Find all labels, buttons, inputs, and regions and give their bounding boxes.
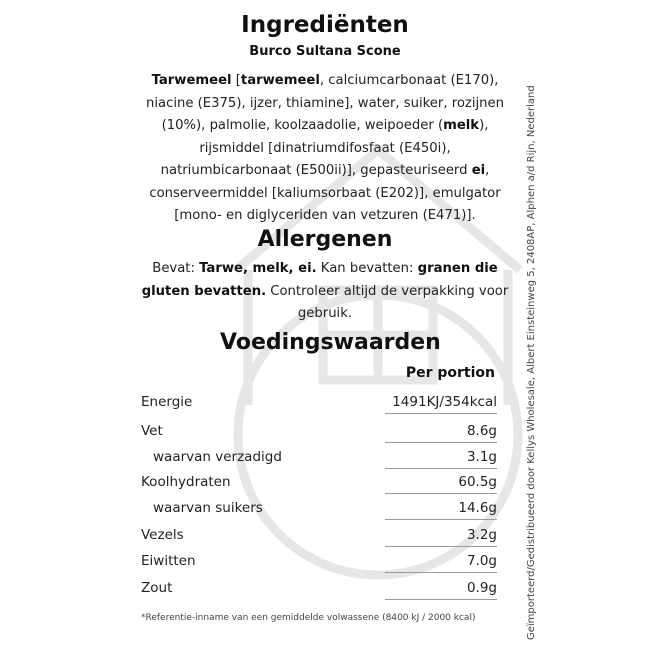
row-divider: [385, 546, 497, 547]
nutrition-value: 7.0g: [466, 553, 497, 569]
row-divider: [385, 599, 497, 600]
nutrition-value: 1491KJ/354kcal: [392, 394, 497, 410]
nutrition-row: [141, 423, 497, 445]
ingredients-segment: melk: [443, 118, 480, 133]
allergens-segment: granen die gluten bevatten.: [141, 261, 498, 299]
nutrition-label: Zout: [141, 580, 173, 596]
nutrition-value: 14.6g: [458, 500, 497, 516]
ingredients-segment: Tarwemeel: [151, 73, 232, 88]
allergens-text: [140, 258, 510, 326]
nutrition-label: Energie: [141, 394, 193, 410]
nutrition-label: Koolhydraten: [141, 474, 231, 490]
nutrition-value: 3.1g: [466, 449, 497, 465]
product-name: Burco Sultana Scone: [249, 44, 401, 59]
nutrition-value: 0.9g: [466, 580, 497, 596]
nutrition-row: [141, 580, 497, 602]
ingredients-segment: , conserveermiddel [kaliumsorbaat (E202)], emulgator [mono- en diglyceriden van vetzuren (E471)].: [149, 163, 501, 223]
allergens-segment: Bevat:: [152, 261, 200, 276]
allergens-segment: Tarwe, melk, ei.: [199, 261, 317, 276]
allergens-title: Allergenen: [257, 227, 393, 252]
ingredients-segment: ), rijsmiddel [dinatriumdifosfaat (E450i), natriumbicarbonaat (E500ii)], gepasteuriseerd: [160, 118, 489, 178]
nutrition-label: waarvan suikers: [153, 500, 263, 516]
row-divider: [385, 442, 497, 443]
row-divider: [385, 413, 497, 414]
nutrition-label: Vet: [141, 423, 163, 439]
nutrition-label: Vezels: [141, 527, 184, 543]
nutrition-value: 60.5g: [458, 474, 497, 490]
nutrition-row: [141, 474, 497, 496]
row-divider: [385, 493, 497, 494]
nutrition-row: [141, 553, 497, 575]
nutrition-label: Eiwitten: [141, 553, 196, 569]
ingredients-segment: tarwemeel: [240, 73, 320, 88]
row-divider: [385, 519, 497, 520]
ingredients-segment: , calciumcarbonaat (E170), niacine (E375), ijzer, thiamine], water, suiker, rozijnen (10%), palmolie, koolzaadolie, weipoeder (: [145, 73, 505, 133]
reference-footnote: *Referentie-inname van een gemiddelde volwassene (8400 kJ / 2000 kcal): [141, 613, 476, 623]
nutrition-row: [141, 394, 497, 416]
nutrition-row: [141, 500, 497, 522]
nutrition-value: 8.6g: [466, 423, 497, 439]
row-divider: [385, 572, 497, 573]
distributor-side-text: Geïmporteerd/Gedistribueerd door Kellys Wholesale, Albert Einsteinweg 5, 2408AP, Alphen a/d Rijn, Nederland: [526, 85, 537, 640]
ingredients-segment: ei: [471, 163, 486, 178]
ingredients-title: Ingrediënten: [241, 12, 409, 38]
nutrition-value: 3.2g: [466, 527, 497, 543]
nutrition-row: [141, 527, 497, 549]
allergens-segment: Kan bevatten:: [316, 261, 418, 276]
ingredients-segment: [: [231, 73, 241, 88]
nutrition-title: Voedingswaarden: [220, 330, 441, 355]
row-divider: [385, 468, 497, 469]
allergens-segment: Controleer altijd de verpakking voor gebruik.: [266, 283, 509, 321]
nutrition-row: [141, 449, 497, 471]
nutrition-label: waarvan verzadigd: [153, 449, 282, 465]
per-portion-header: Per portion: [405, 365, 495, 381]
ingredients-text: [140, 70, 510, 228]
